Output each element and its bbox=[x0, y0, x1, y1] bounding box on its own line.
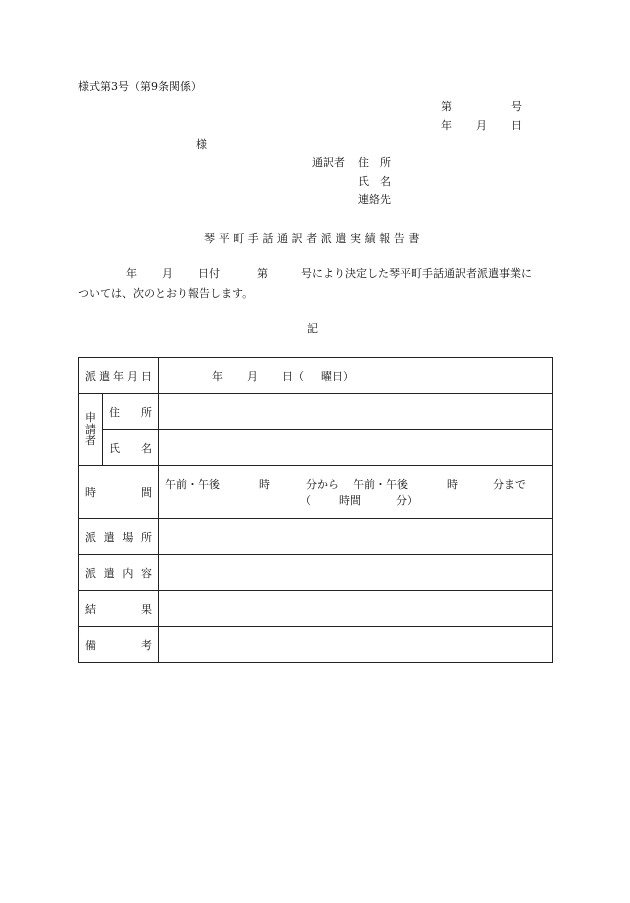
row-dispatch-place bbox=[79, 519, 553, 555]
duration-minutes: 分） bbox=[396, 494, 418, 507]
duration-open: （ bbox=[300, 494, 311, 507]
time-to-hour: 時 bbox=[447, 478, 458, 491]
row-applicant-address bbox=[79, 394, 553, 430]
interpreter-title: 通訳者 bbox=[312, 156, 345, 169]
row-result bbox=[79, 591, 553, 627]
duration-hours: 時間 bbox=[339, 494, 361, 507]
dispatch-date-month: 月 bbox=[247, 370, 258, 383]
form-number: 様式第3号（第9条関係） bbox=[78, 80, 202, 93]
body-year: 年 bbox=[126, 267, 137, 280]
interpreter-contact-label: 連絡先 bbox=[358, 193, 391, 206]
time-from-ampm: 午前・午後 bbox=[165, 478, 220, 491]
applicant-address-field[interactable] bbox=[159, 394, 553, 430]
document-title: 琴平町手話通訳者派遣実績報告書 bbox=[204, 232, 423, 245]
time-from-minute: 分から bbox=[306, 478, 339, 491]
time-from-hour: 時 bbox=[259, 478, 270, 491]
dispatch-date-year: 年 bbox=[212, 370, 223, 383]
time-field[interactable] bbox=[159, 466, 553, 519]
date-month: 月 bbox=[476, 119, 487, 132]
row-dispatch-date bbox=[79, 358, 553, 394]
ki-marker: 記 bbox=[307, 322, 318, 335]
result-field[interactable] bbox=[159, 591, 553, 627]
applicant-label bbox=[79, 394, 103, 466]
body-line2: ついては、次のとおり報告します。 bbox=[78, 287, 254, 300]
report-table bbox=[78, 357, 553, 663]
dispatch-date-day: 日（ bbox=[282, 370, 304, 383]
document-number-suffix: 号 bbox=[511, 100, 522, 113]
dispatch-date-field[interactable] bbox=[159, 358, 553, 394]
time-to-minute: 分まで bbox=[493, 478, 526, 491]
dispatch-place-field[interactable] bbox=[159, 519, 553, 555]
time-label: 時 間 bbox=[79, 466, 159, 519]
row-time bbox=[79, 466, 553, 519]
time-to-ampm: 午前・午後 bbox=[353, 478, 408, 491]
date-year: 年 bbox=[441, 119, 452, 132]
applicant-address-label: 住 所 bbox=[103, 394, 159, 430]
body-month: 月 bbox=[162, 267, 173, 280]
interpreter-name-label: 氏 名 bbox=[358, 175, 391, 188]
row-dispatch-content bbox=[79, 555, 553, 591]
interpreter-address-label: 住 所 bbox=[358, 156, 391, 169]
dispatch-content-field[interactable] bbox=[159, 555, 553, 591]
dispatch-date-weekday: 曜日） bbox=[321, 370, 354, 383]
applicant-name-label: 氏 名 bbox=[103, 430, 159, 466]
applicant-char-3: 者 bbox=[85, 434, 96, 448]
result-label: 結 果 bbox=[79, 591, 159, 627]
addressee-suffix: 様 bbox=[196, 138, 207, 151]
remarks-label: 備 考 bbox=[79, 627, 159, 663]
dispatch-date-label: 派遣年月日 bbox=[79, 358, 159, 394]
applicant-char-1: 申 bbox=[85, 411, 96, 425]
row-remarks bbox=[79, 627, 553, 663]
row-applicant-name bbox=[79, 430, 553, 466]
dispatch-place-label: 派遣場所 bbox=[79, 519, 159, 555]
document-number-prefix: 第 bbox=[441, 100, 452, 113]
applicant-name-field[interactable] bbox=[159, 430, 553, 466]
body-day: 日付 bbox=[198, 267, 220, 280]
dispatch-content-label: 派遣内容 bbox=[79, 555, 159, 591]
body-number-prefix: 第 bbox=[257, 267, 268, 280]
body-line1-rest: 号により決定した琴平町手話通訳者派遣事業に bbox=[301, 267, 532, 280]
applicant-char-2: 請 bbox=[85, 422, 96, 436]
date-day: 日 bbox=[511, 119, 522, 132]
remarks-field[interactable] bbox=[159, 627, 553, 663]
